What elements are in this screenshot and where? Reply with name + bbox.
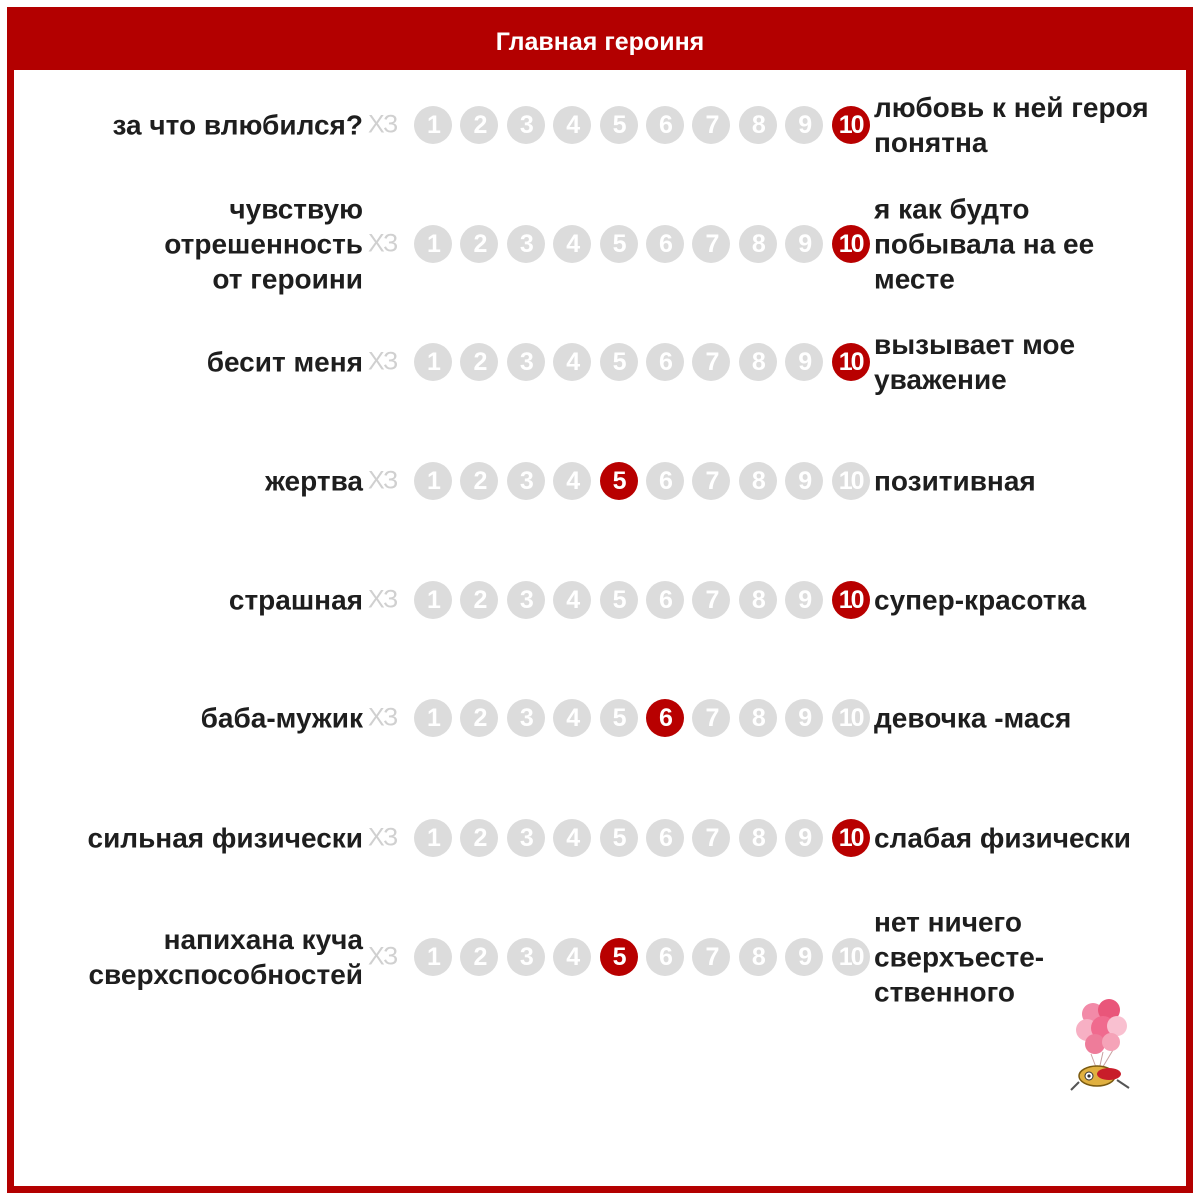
rating-circle-6[interactable]: 6 (646, 699, 684, 737)
rating-circle-1[interactable]: 1 (414, 819, 452, 857)
left-trait-line: чувствую (229, 193, 363, 225)
rating-row (14, 906, 1186, 1008)
rating-circle-5[interactable]: 5 (600, 225, 638, 263)
right-trait-line: ственного (874, 976, 1016, 1008)
rating-circle-2[interactable]: 2 (460, 581, 498, 619)
rating-circle-6[interactable]: 6 (646, 225, 684, 263)
left-trait-line: бесит меня (206, 346, 363, 378)
rating-circle-1[interactable]: 1 (414, 699, 452, 737)
rating-circle-9[interactable]: 9 (785, 225, 823, 263)
rating-circle-6[interactable]: 6 (646, 938, 684, 976)
rating-circle-5[interactable]: 5 (600, 699, 638, 737)
heart-balloons-mascot-icon (1059, 994, 1139, 1104)
rating-circle-2[interactable]: 2 (460, 225, 498, 263)
left-trait-line: страшная (228, 584, 363, 616)
rating-circle-4[interactable]: 4 (553, 581, 591, 619)
rating-circle-1[interactable]: 1 (414, 462, 452, 500)
rating-circle-2[interactable]: 2 (460, 938, 498, 976)
rating-row (14, 702, 1186, 734)
rating-circle-5[interactable]: 5 (600, 462, 638, 500)
left-trait-label (88, 821, 364, 856)
rating-circle-5[interactable]: 5 (600, 106, 638, 144)
rating-circle-2[interactable]: 2 (460, 106, 498, 144)
rating-circle-3[interactable]: 3 (507, 938, 545, 976)
rating-circle-8[interactable]: 8 (739, 819, 777, 857)
rating-circle-10[interactable]: 10 (832, 343, 870, 381)
page-title: Главная героиня (495, 27, 705, 56)
right-trait-line: нет ничего (874, 906, 1022, 938)
rating-circle-8[interactable]: 8 (739, 581, 777, 619)
rating-circle-4[interactable]: 4 (553, 225, 591, 263)
rating-circle-4[interactable]: 4 (553, 106, 591, 144)
right-trait-label (874, 701, 1071, 736)
right-trait-line: месте (874, 263, 955, 295)
rating-circle-4[interactable]: 4 (553, 462, 591, 500)
rating-circle-8[interactable]: 8 (739, 699, 777, 737)
rating-circle-7[interactable]: 7 (692, 343, 730, 381)
rating-circle-7[interactable]: 7 (692, 462, 730, 500)
right-trait-line: вызывает мое (874, 329, 1076, 360)
rating-circle-3[interactable]: 3 (507, 462, 545, 500)
left-trait-line: напихана куча (163, 924, 363, 955)
dont-know-option[interactable]: ХЗ (368, 585, 398, 614)
rating-circle-6[interactable]: 6 (646, 462, 684, 500)
left-trait-line: от героини (212, 263, 363, 295)
rating-circle-7[interactable]: 7 (692, 225, 730, 263)
rating-circle-5[interactable]: 5 (600, 343, 638, 381)
dont-know-option[interactable]: ХЗ (368, 347, 398, 376)
left-trait-line: баба-мужик (200, 702, 363, 734)
rating-circle-5[interactable]: 5 (600, 581, 638, 619)
left-trait-label (164, 192, 363, 297)
rating-circle-8[interactable]: 8 (739, 225, 777, 263)
questionnaire-card (7, 7, 1193, 1193)
right-trait-line: любовь к ней героя (874, 92, 1149, 123)
rating-circle-10[interactable]: 10 (832, 225, 870, 263)
dont-know-option[interactable]: ХЗ (368, 823, 398, 852)
left-trait-line: отрешенность (164, 228, 363, 260)
rating-circle-7[interactable]: 7 (692, 699, 730, 737)
rating-circle-3[interactable]: 3 (507, 819, 545, 857)
left-trait-line: сверхспособностей (88, 959, 363, 990)
right-trait-line: я как будто (874, 193, 1030, 225)
rating-circle-4[interactable]: 4 (553, 938, 591, 976)
rating-circle-8[interactable]: 8 (739, 106, 777, 144)
right-trait-label (874, 192, 1094, 297)
left-trait-label (88, 922, 363, 992)
rating-circle-6[interactable]: 6 (646, 819, 684, 857)
rating-circle-9[interactable]: 9 (785, 819, 823, 857)
rating-row (14, 193, 1186, 295)
rating-circle-10[interactable]: 10 (832, 699, 870, 737)
rating-row (14, 329, 1186, 395)
dont-know-option[interactable]: ХЗ (368, 110, 398, 139)
rating-circle-9[interactable]: 9 (785, 699, 823, 737)
rating-circle-1[interactable]: 1 (414, 343, 452, 381)
rating-circle-10[interactable]: 10 (832, 462, 870, 500)
rating-circle-8[interactable]: 8 (739, 462, 777, 500)
rating-circle-10[interactable]: 10 (832, 938, 870, 976)
rating-circle-4[interactable]: 4 (553, 343, 591, 381)
rating-circle-3[interactable]: 3 (507, 581, 545, 619)
right-trait-label (874, 327, 1075, 397)
rating-circle-7[interactable]: 7 (692, 938, 730, 976)
rating-circle-1[interactable]: 1 (414, 938, 452, 976)
rating-circle-8[interactable]: 8 (739, 938, 777, 976)
rating-circle-2[interactable]: 2 (460, 343, 498, 381)
rating-circle-8[interactable]: 8 (739, 343, 777, 381)
rating-row (14, 584, 1186, 616)
left-trait-line: сильная физически (87, 822, 363, 854)
dont-know-option[interactable]: ХЗ (368, 229, 398, 258)
right-trait-label (874, 905, 1044, 1010)
rating-circle-10[interactable]: 10 (832, 581, 870, 619)
dont-know-option[interactable]: ХЗ (368, 942, 398, 971)
right-trait-line: уважение (874, 364, 1007, 395)
right-trait-line: супер-красотка (874, 584, 1087, 616)
rating-circle-9[interactable]: 9 (785, 343, 823, 381)
rating-row (14, 465, 1186, 497)
right-trait-label (874, 821, 1131, 856)
rating-circle-1[interactable]: 1 (414, 581, 452, 619)
right-trait-line: побывала на ее (874, 228, 1095, 260)
rating-circle-6[interactable]: 6 (646, 106, 684, 144)
rating-circle-9[interactable]: 9 (785, 462, 823, 500)
rating-circle-6[interactable]: 6 (646, 343, 684, 381)
rating-circle-2[interactable]: 2 (460, 699, 498, 737)
rating-circle-7[interactable]: 7 (692, 581, 730, 619)
right-trait-line: девочка -мася (874, 702, 1072, 734)
right-trait-line: понятна (874, 127, 988, 158)
right-trait-label (874, 464, 1036, 499)
rating-circle-4[interactable]: 4 (553, 819, 591, 857)
rating-row (14, 92, 1186, 158)
rating-circle-3[interactable]: 3 (507, 225, 545, 263)
rating-circle-3[interactable]: 3 (507, 343, 545, 381)
left-trait-line: за что влюбился? (112, 109, 363, 141)
rating-circle-9[interactable]: 9 (785, 938, 823, 976)
right-trait-line: позитивная (874, 465, 1036, 497)
left-trait-label (265, 464, 363, 499)
rating-circle-5[interactable]: 5 (600, 819, 638, 857)
right-trait-line: слабая физически (874, 822, 1132, 854)
header-bar (14, 14, 1186, 70)
dont-know-option[interactable]: ХЗ (368, 703, 398, 732)
rating-circle-3[interactable]: 3 (507, 699, 545, 737)
rating-circle-1[interactable]: 1 (414, 106, 452, 144)
rating-circle-1[interactable]: 1 (414, 225, 452, 263)
right-trait-label (874, 583, 1086, 618)
rating-circle-7[interactable]: 7 (692, 819, 730, 857)
rating-circle-6[interactable]: 6 (646, 581, 684, 619)
left-trait-label (207, 345, 363, 380)
left-trait-label (113, 108, 364, 143)
right-trait-label (874, 90, 1149, 160)
left-trait-line: жертва (265, 465, 363, 497)
rating-circle-2[interactable]: 2 (460, 462, 498, 500)
dont-know-option[interactable]: ХЗ (368, 466, 398, 495)
rating-circle-10[interactable]: 10 (832, 819, 870, 857)
rating-circle-4[interactable]: 4 (553, 699, 591, 737)
rating-circle-10[interactable]: 10 (832, 106, 870, 144)
rating-row (14, 822, 1186, 854)
rating-circle-9[interactable]: 9 (785, 106, 823, 144)
rating-circle-3[interactable]: 3 (507, 106, 545, 144)
rating-circle-9[interactable]: 9 (785, 581, 823, 619)
rating-circle-2[interactable]: 2 (460, 819, 498, 857)
rating-circle-5[interactable]: 5 (600, 938, 638, 976)
rating-circle-7[interactable]: 7 (692, 106, 730, 144)
left-trait-label (201, 701, 363, 736)
left-trait-label (229, 583, 363, 618)
right-trait-line: сверхъесте- (874, 941, 1045, 973)
